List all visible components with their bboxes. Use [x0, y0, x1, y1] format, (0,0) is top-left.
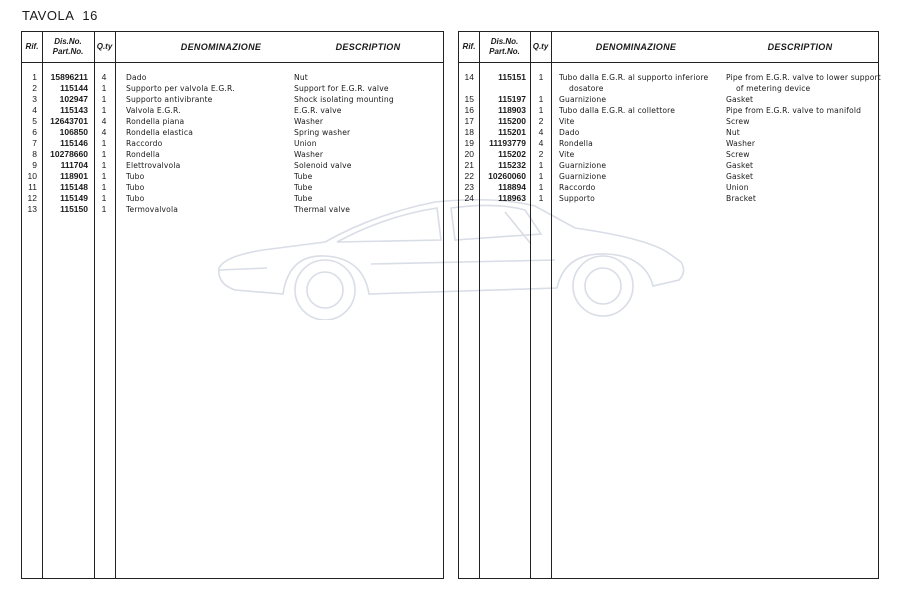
page-title-label: TAVOLA [22, 8, 75, 23]
cell-description: Tube [294, 183, 313, 192]
cell-denominazione: Valvola E.G.R. [126, 106, 181, 115]
cell-description: Union [726, 183, 749, 192]
cell-denominazione: Rondella [126, 150, 160, 159]
cell-description: Nut [726, 128, 740, 137]
cell-denominazione: Tubo dalla E.G.R. al collettore [559, 106, 676, 115]
cell-part-no: 115149 [60, 193, 88, 203]
cell-description-cont: of metering device [736, 84, 811, 93]
cell-qty: 1 [538, 94, 544, 104]
table-row [22, 149, 443, 160]
cell-denominazione: Supporto antivibrante [126, 95, 213, 104]
cell-part-no: 102947 [59, 94, 88, 104]
cell-rif: 22 [464, 171, 474, 181]
table-row [459, 182, 878, 193]
cell-part-no: 10278660 [50, 149, 88, 159]
cell-description: Pipe from E.G.R. valve to manifold [726, 106, 862, 115]
table-row [22, 138, 443, 149]
cell-denominazione: Supporto per valvola E.G.R. [126, 84, 235, 93]
header-part-no [42, 32, 94, 62]
cell-rif: 15 [464, 94, 474, 104]
cell-qty: 1 [538, 72, 544, 82]
header-denominazione: DENOMINAZIONE [595, 42, 677, 52]
table-row [459, 149, 878, 160]
cell-qty: 1 [538, 160, 544, 170]
cell-qty: 1 [101, 193, 107, 203]
cell-denominazione: Elettrovalvola [126, 161, 181, 170]
cell-part-no: 115151 [498, 72, 526, 82]
cell-part-no: 11193779 [489, 138, 526, 148]
cell-qty: 1 [101, 138, 107, 148]
cell-rif: 14 [464, 72, 474, 82]
header-denominazione: DENOMINAZIONE [180, 42, 262, 52]
cell-part-no: 118963 [498, 193, 526, 203]
header-part-line1: Dis.No. [54, 37, 82, 46]
cell-description: Gasket [726, 172, 754, 181]
cell-description: Tube [294, 194, 313, 203]
cell-qty: 1 [101, 94, 107, 104]
cell-rif: 7 [32, 138, 37, 148]
cell-qty: 2 [538, 116, 544, 126]
cell-rif: 11 [28, 182, 37, 192]
cell-qty: 4 [538, 138, 544, 148]
cell-part-no: 115150 [60, 204, 88, 214]
cell-part-no: 10260060 [488, 171, 526, 181]
cell-description: Solenoid valve [294, 161, 352, 170]
cell-qty: 1 [538, 182, 544, 192]
cell-qty: 1 [101, 83, 107, 93]
cell-rif: 21 [464, 160, 474, 170]
cell-denominazione: Dado [126, 73, 147, 82]
table-row [22, 83, 443, 94]
header-description: DESCRIPTION [335, 42, 401, 52]
cell-denominazione: Supporto [559, 194, 595, 203]
cell-part-no: 118901 [60, 171, 88, 181]
cell-rif: 8 [32, 149, 37, 159]
cell-denominazione: Guarnizione [559, 172, 607, 181]
cell-rif: 10 [27, 171, 37, 181]
table-row [22, 160, 443, 171]
cell-part-no: 12643701 [50, 116, 88, 126]
table-row [22, 193, 443, 204]
table-row [459, 160, 878, 171]
header-qty: Q.ty [532, 42, 549, 51]
cell-rif: 4 [32, 105, 37, 115]
cell-description: Shock isolating mounting [294, 95, 394, 104]
header-part-line2: Part.No. [52, 47, 84, 56]
cell-qty: 1 [101, 105, 107, 115]
cell-qty: 4 [101, 116, 107, 126]
page-title-number: 16 [82, 8, 98, 23]
cell-rif: 23 [464, 182, 474, 192]
cell-denominazione: Tubo dalla E.G.R. al supporto inferiore [559, 73, 709, 82]
cell-denominazione: Vite [559, 117, 575, 126]
header-rif: Rif. [25, 42, 39, 51]
cell-rif: 24 [464, 193, 474, 203]
cell-part-no: 111704 [60, 160, 88, 170]
rows-left [22, 72, 443, 215]
cell-denominazione: Tubo [126, 194, 145, 203]
header-description: DESCRIPTION [767, 42, 833, 52]
header-rif: Rif. [462, 42, 476, 51]
cell-part-no: 118903 [498, 105, 526, 115]
cell-qty: 1 [538, 171, 544, 181]
cell-description: Screw [726, 117, 750, 126]
cell-denominazione: Guarnizione [559, 161, 607, 170]
header-part-line1: Dis.No. [490, 37, 519, 46]
table-row [22, 182, 443, 193]
cell-part-no: 115200 [498, 116, 526, 126]
cell-rif: 13 [27, 204, 37, 214]
cell-qty: 2 [538, 149, 544, 159]
rows-right [459, 72, 881, 204]
table-row [459, 138, 878, 149]
cell-denominazione: Guarnizione [559, 95, 607, 104]
cell-denominazione: Termovalvola [126, 205, 179, 214]
cell-description: Nut [294, 73, 308, 82]
cell-rif: 12 [27, 193, 37, 203]
cell-denominazione: Vite [559, 150, 575, 159]
cell-description: Pipe from E.G.R. valve to lower support [726, 73, 881, 82]
cell-description: Thermal valve [294, 205, 351, 214]
cell-rif: 5 [32, 116, 37, 126]
cell-description: Gasket [726, 161, 754, 170]
cell-description: Washer [294, 117, 324, 126]
cell-part-no: 115197 [498, 94, 526, 104]
cell-part-no: 115232 [498, 160, 526, 170]
cell-part-no: 115201 [498, 127, 526, 137]
cell-part-no: 118894 [498, 182, 526, 192]
table-row [459, 193, 878, 204]
cell-part-no: 115202 [498, 149, 526, 159]
cell-description: E.G.R. valve [294, 106, 342, 115]
cell-qty: 1 [101, 171, 107, 181]
cell-rif: 20 [464, 149, 474, 159]
table-row [22, 171, 443, 182]
cell-rif: 19 [464, 138, 474, 148]
parts-table-left [21, 31, 444, 579]
cell-qty: 1 [538, 105, 544, 115]
cell-qty: 4 [101, 127, 107, 137]
cell-rif: 1 [32, 72, 37, 82]
cell-description: Union [294, 139, 317, 148]
cell-description: Washer [726, 139, 756, 148]
cell-rif: 16 [464, 105, 474, 115]
cell-part-no: 115146 [60, 138, 88, 148]
cell-denominazione: Tubo [126, 172, 145, 181]
cell-part-no: 106850 [59, 127, 88, 137]
table-row [22, 116, 443, 127]
cell-qty: 1 [101, 160, 107, 170]
cell-qty: 1 [538, 193, 544, 203]
cell-qty: 4 [538, 127, 544, 137]
cell-qty: 1 [101, 182, 107, 192]
cell-description: Bracket [726, 194, 756, 203]
table-row [459, 171, 878, 182]
cell-rif: 3 [32, 94, 37, 104]
table-row [22, 105, 443, 116]
cell-denominazione: Dado [559, 128, 580, 137]
table-row [459, 72, 881, 94]
cell-qty: 4 [101, 72, 107, 82]
cell-description: Gasket [726, 95, 754, 104]
cell-description: Tube [294, 172, 313, 181]
cell-rif: 9 [32, 160, 37, 170]
cell-rif: 17 [464, 116, 474, 126]
cell-denominazione: Rondella elastica [126, 128, 194, 137]
cell-description: Spring washer [294, 128, 351, 137]
cell-description: Support for E.G.R. valve [294, 84, 389, 93]
cell-part-no: 115144 [60, 83, 88, 93]
header-part-line2: Part.No. [489, 47, 520, 56]
table-row [22, 94, 443, 105]
cell-qty: 1 [101, 204, 107, 214]
cell-denominazione-cont: dosatore [569, 84, 604, 93]
page-title [22, 8, 98, 23]
table-row [459, 127, 878, 138]
cell-qty: 1 [101, 149, 107, 159]
table-row [22, 72, 443, 83]
cell-denominazione: Raccordo [126, 139, 163, 148]
cell-rif: 2 [32, 83, 37, 93]
table-row [22, 127, 443, 138]
header-qty: Q.ty [96, 42, 113, 51]
cell-description: Screw [726, 150, 750, 159]
table-row [459, 105, 878, 116]
table-row [459, 94, 878, 105]
table-row [22, 204, 443, 215]
cell-description: Washer [294, 150, 324, 159]
cell-rif: 6 [32, 127, 37, 137]
cell-denominazione: Rondella [559, 139, 593, 148]
cell-denominazione: Raccordo [559, 183, 596, 192]
parts-table-right [458, 31, 879, 579]
cell-part-no: 115148 [60, 182, 88, 192]
header-part-no [479, 32, 530, 62]
cell-part-no: 15896211 [50, 72, 88, 82]
cell-denominazione: Tubo [126, 183, 145, 192]
cell-part-no: 115143 [60, 105, 88, 115]
cell-denominazione: Rondella piana [126, 117, 185, 126]
cell-rif: 18 [464, 127, 474, 137]
table-row [459, 116, 878, 127]
